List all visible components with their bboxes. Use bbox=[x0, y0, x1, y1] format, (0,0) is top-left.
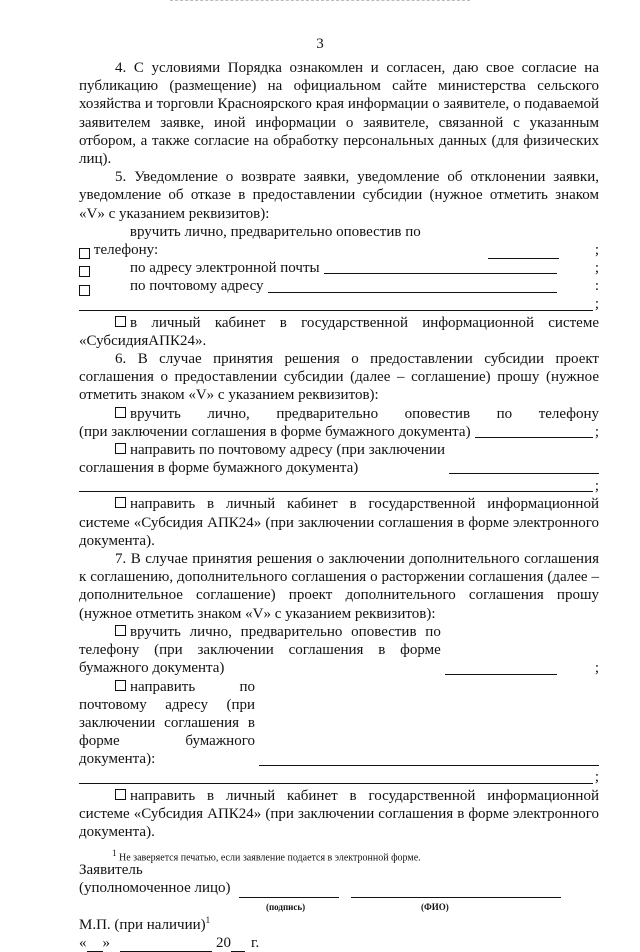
footnote: $^1$ Не заверяется печатью, если заявление подается в электронной форме. bbox=[112, 848, 421, 864]
p5-option-email bbox=[79, 259, 599, 277]
checkbox[interactable] bbox=[79, 248, 90, 259]
option-label: направить в личный кабинет в государственной информационной системе «Субсидия АПК24» (при заключении соглашения в форме электронного документа). bbox=[79, 787, 599, 840]
footnote-ref: 1 bbox=[205, 914, 211, 925]
option-label: вручить лично, предварительно оповестив по телефону: bbox=[93, 223, 421, 259]
p7-option-post bbox=[79, 678, 599, 769]
p5-option-personal bbox=[79, 223, 599, 259]
top-edge-line bbox=[170, 0, 470, 4]
address-field-2[interactable] bbox=[79, 769, 593, 784]
p6-option-cabinet bbox=[79, 495, 599, 550]
colon: : bbox=[594, 278, 599, 295]
option-label: вручить лично, предварительно оповестив по телефону bbox=[130, 405, 599, 422]
p5-option-cabinet bbox=[79, 314, 599, 350]
address-field[interactable] bbox=[268, 278, 557, 293]
year-field[interactable] bbox=[231, 938, 245, 952]
paragraph-7: 7. В случае принятия решения о заключении дополнительного соглашения к соглашению, дополнительного соглашения о расторжении соглашения (далее – дополнительное соглашение) проект дополнительного соглашения прошу (нужное отметить знаком «V» с указанием реквизитов): bbox=[79, 551, 599, 622]
authorized-label: (уполномоченное лицо) bbox=[79, 880, 231, 897]
option-label: вручить лично, предварительно оповестив по телефону (при заключении соглашения в форме бумажного документа) bbox=[79, 623, 441, 677]
signature-block bbox=[79, 861, 599, 952]
paragraph-4: 4. С условиями Порядка ознакомлен и согласен, даю свое согласие на публикацию (размещение) на официальном сайте министерства сельского хозяйства и торговли Красноярского края информации о заявителе, о подаваемой заявителем заявке, иной информации о заявителе, связанной с указанным отбором, а также согласие на обработку персональных данных (для физических лиц). bbox=[79, 60, 599, 168]
checkbox[interactable] bbox=[115, 680, 126, 691]
address-line-2 bbox=[79, 296, 599, 314]
p6-option-personal-tail bbox=[79, 423, 599, 441]
address-line-2 bbox=[79, 477, 599, 495]
signature-caption: (подпись) bbox=[266, 901, 306, 912]
phone-field[interactable] bbox=[445, 661, 557, 675]
email-field[interactable] bbox=[324, 259, 557, 274]
checkbox[interactable] bbox=[79, 285, 90, 296]
semicolon: ; bbox=[594, 769, 599, 786]
option-label: направить по почтовому адресу (при заключении соглашения в форме бумажного документа) bbox=[79, 442, 445, 477]
document-body bbox=[79, 59, 599, 952]
phone-field[interactable] bbox=[488, 245, 559, 259]
checkbox[interactable] bbox=[115, 316, 126, 327]
applicant-label: Заявитель bbox=[79, 862, 143, 879]
option-label: в личный кабинет в государственной информационной системе «СубсидияАПК24». bbox=[79, 314, 599, 349]
checkbox[interactable] bbox=[115, 497, 126, 508]
option-label: (при заключении соглашения в форме бумажного документа) bbox=[79, 423, 471, 440]
address-field[interactable] bbox=[259, 752, 599, 766]
page-number: 3 bbox=[316, 36, 324, 52]
p6-option-post bbox=[79, 441, 599, 477]
semicolon: ; bbox=[594, 660, 599, 677]
fio-field[interactable] bbox=[351, 884, 561, 898]
address-field[interactable] bbox=[449, 460, 599, 474]
option-label: направить в личный кабинет в государственной информационной системе «Субсидия АПК24» (при заключении соглашения в форме электронного документа). bbox=[79, 496, 599, 549]
checkbox[interactable] bbox=[79, 266, 90, 277]
semicolon: ; bbox=[594, 296, 599, 313]
paragraph-5: 5. Уведомление о возврате заявки, уведомление об отклонении заявки, уведомление об отказе в предоставлении субсидии (нужное отметить знаком «V» с указанием реквизитов): bbox=[79, 169, 599, 222]
day-field[interactable] bbox=[87, 938, 103, 952]
semicolon: ; bbox=[594, 478, 599, 495]
fio-caption: (ФИО) bbox=[421, 901, 449, 912]
paragraph-6: 6. В случае принятия решения о предоставлении субсидии проект соглашения о предоставлении субсидии (далее – соглашение) прошу (нужное отметить знаком «V» с указанием реквизитов): bbox=[79, 351, 599, 404]
checkbox[interactable] bbox=[115, 625, 126, 636]
semicolon: ; bbox=[594, 260, 599, 277]
p7-option-personal bbox=[79, 623, 599, 678]
checkbox[interactable] bbox=[115, 407, 126, 418]
checkbox[interactable] bbox=[115, 443, 126, 454]
address-field-2[interactable] bbox=[79, 477, 593, 492]
month-field[interactable] bbox=[120, 938, 212, 952]
address-field-2[interactable] bbox=[79, 296, 593, 311]
option-label: по адресу электронной почты bbox=[130, 260, 320, 277]
phone-field[interactable] bbox=[475, 423, 593, 438]
semicolon: ; bbox=[594, 242, 600, 259]
option-label: по почтовому адресу bbox=[130, 278, 264, 295]
p6-option-personal bbox=[79, 405, 599, 423]
seal-line: М.П. (при наличии)$^1$ bbox=[79, 914, 211, 933]
semicolon: ; bbox=[594, 423, 599, 440]
checkbox[interactable] bbox=[115, 789, 126, 800]
option-label: направить по почтовому адресу (при заключении соглашения в форме бумажного документа): bbox=[79, 678, 255, 768]
p5-option-post bbox=[79, 277, 599, 295]
address-line-2 bbox=[79, 769, 599, 787]
p7-option-cabinet bbox=[79, 787, 599, 842]
date-line: « » 20 г. bbox=[79, 934, 260, 951]
signature-field[interactable] bbox=[239, 884, 339, 898]
